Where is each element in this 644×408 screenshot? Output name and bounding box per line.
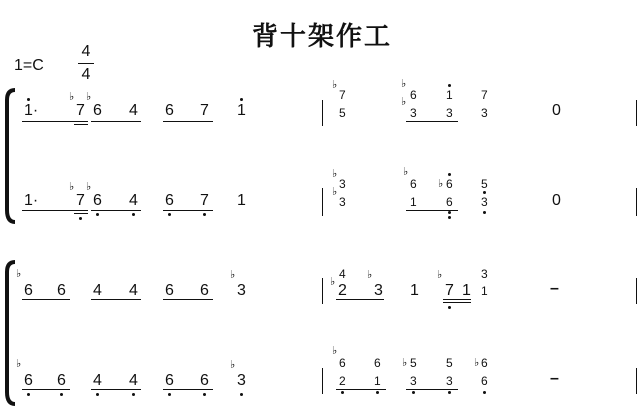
chord-note: 6 — [446, 177, 453, 191]
bracket-system-1 — [7, 90, 15, 222]
note: 1 — [237, 192, 246, 209]
low-octave-dot — [168, 213, 171, 216]
extension-dash: – — [550, 280, 559, 297]
high-octave-dot — [240, 98, 243, 101]
low-octave-dot — [203, 393, 206, 396]
barline — [636, 188, 637, 216]
chord-note: 1 — [410, 195, 417, 209]
note: 3 — [374, 282, 383, 299]
underline — [406, 389, 458, 390]
note: 7 — [76, 192, 85, 209]
low-octave-dot — [132, 393, 135, 396]
underline — [22, 210, 88, 211]
chord-note: 3 — [481, 195, 488, 209]
flat-sign: ♭ — [401, 95, 407, 108]
note: 1· — [24, 102, 39, 119]
chord-note: 1 — [374, 374, 381, 388]
high-octave-dot — [448, 173, 451, 176]
flat-sign: ♭ — [86, 90, 92, 103]
flat-sign: ♭ — [16, 357, 22, 370]
chord-note: 6 — [410, 88, 417, 102]
chord-note: 6 — [446, 195, 453, 209]
underline — [91, 299, 141, 300]
underline — [91, 210, 141, 211]
low-octave-dot — [96, 213, 99, 216]
note: 4 — [129, 282, 138, 299]
rest-note: 0 — [552, 192, 561, 209]
flat-sign: ♭ — [402, 356, 408, 369]
underline — [406, 121, 458, 122]
barline — [322, 368, 323, 394]
time-signature-top: 4 — [81, 43, 91, 60]
barline — [322, 188, 323, 216]
note: 4 — [129, 372, 138, 389]
extension-dash: – — [550, 370, 559, 387]
chord-note: 3 — [446, 374, 453, 388]
note: 6 — [165, 372, 174, 389]
note: 6 — [165, 282, 174, 299]
flat-sign: ♭ — [332, 167, 338, 180]
underline — [336, 389, 386, 390]
chord-note: 6 — [481, 356, 488, 370]
note: 2 — [338, 282, 347, 299]
note: 7 — [445, 282, 454, 299]
note: 4 — [93, 372, 102, 389]
underline — [22, 299, 70, 300]
note: 7 — [200, 192, 209, 209]
underline — [336, 299, 384, 300]
underline — [22, 389, 70, 390]
low-octave-dot — [27, 393, 30, 396]
note: 7 — [200, 102, 209, 119]
underline — [163, 121, 213, 122]
chord-note: 5 — [410, 356, 417, 370]
chord-note: 5 — [339, 106, 346, 120]
flat-sign: ♭ — [86, 180, 92, 193]
note: 4 — [129, 102, 138, 119]
note: 1 — [237, 102, 246, 119]
flat-sign: ♭ — [332, 78, 338, 91]
flat-sign: ♭ — [332, 185, 338, 198]
note: 6 — [57, 282, 66, 299]
note: 1 — [462, 282, 471, 299]
note: 6 — [165, 102, 174, 119]
note: 6 — [24, 372, 33, 389]
underline — [443, 302, 471, 303]
low-octave-dot — [132, 213, 135, 216]
high-octave-dot — [448, 84, 451, 87]
low-octave-dot — [96, 393, 99, 396]
low-octave-dot — [448, 211, 451, 214]
low-octave-dot — [203, 213, 206, 216]
note: 6 — [200, 372, 209, 389]
note: 6 — [165, 192, 174, 209]
flat-sign: ♭ — [332, 344, 338, 357]
chord-note: 3 — [410, 106, 417, 120]
underline — [22, 121, 88, 122]
low-octave-dot — [341, 391, 344, 394]
key-signature: 1=C — [14, 57, 44, 74]
flat-sign: ♭ — [16, 267, 22, 280]
page-title: 背十架作工 — [251, 22, 392, 52]
underline — [91, 121, 141, 122]
barline — [322, 100, 323, 126]
chord-note: 2 — [339, 374, 346, 388]
barline — [636, 278, 637, 304]
flat-sign: ♭ — [230, 268, 236, 281]
underline — [443, 299, 471, 300]
barline — [636, 100, 637, 126]
chord-note: 3 — [339, 177, 346, 191]
barline — [636, 368, 637, 394]
note: 4 — [93, 282, 102, 299]
underline — [406, 210, 458, 211]
flat-sign: ♭ — [438, 177, 444, 190]
high-octave-dot — [27, 98, 30, 101]
note: 6 — [93, 192, 102, 209]
low-octave-dot — [79, 217, 82, 220]
chord-note: 5 — [481, 177, 488, 191]
chord-note: 6 — [339, 356, 346, 370]
flat-sign: ♭ — [474, 356, 480, 369]
low-octave-dot — [376, 391, 379, 394]
low-octave-dot — [448, 216, 451, 219]
chord-note: 3 — [339, 195, 346, 209]
note: 6 — [57, 372, 66, 389]
underline — [163, 299, 213, 300]
low-octave-dot — [240, 393, 243, 396]
chord-note: 4 — [339, 267, 346, 281]
low-octave-dot — [483, 391, 486, 394]
note: 3 — [237, 372, 246, 389]
low-octave-dot — [483, 211, 486, 214]
underline — [163, 210, 213, 211]
barline — [322, 278, 323, 304]
underline — [163, 389, 213, 390]
underline — [74, 213, 88, 214]
chord-note: 6 — [374, 356, 381, 370]
flat-sign: ♭ — [403, 165, 409, 178]
note: 1· — [24, 192, 39, 209]
note: 3 — [237, 282, 246, 299]
low-octave-dot — [483, 191, 486, 194]
note: 4 — [129, 192, 138, 209]
note: 7 — [76, 102, 85, 119]
underline — [91, 389, 141, 390]
chord-note: 5 — [446, 356, 453, 370]
chord-note: 1 — [446, 88, 453, 102]
low-octave-dot — [60, 393, 63, 396]
chord-note: 3 — [481, 106, 488, 120]
flat-sign: ♭ — [69, 90, 75, 103]
chord-note: 6 — [481, 374, 488, 388]
flat-sign: ♭ — [401, 77, 407, 90]
chord-note: 3 — [410, 374, 417, 388]
chord-note: 7 — [481, 88, 488, 102]
flat-sign: ♭ — [230, 358, 236, 371]
underline — [74, 124, 88, 125]
note: 6 — [93, 102, 102, 119]
time-signature-bottom: 4 — [81, 66, 91, 83]
note: 6 — [24, 282, 33, 299]
chord-note: 3 — [446, 106, 453, 120]
chord-note: 7 — [339, 88, 346, 102]
flat-sign: ♭ — [437, 268, 443, 281]
flat-sign: ♭ — [69, 180, 75, 193]
bracket-system-2 — [7, 262, 15, 404]
chord-note: 3 — [481, 267, 488, 281]
note: 1 — [410, 282, 419, 299]
low-octave-dot — [412, 391, 415, 394]
low-octave-dot — [448, 391, 451, 394]
low-octave-dot — [448, 306, 451, 309]
flat-sign: ♭ — [367, 268, 373, 281]
chord-note: 6 — [410, 177, 417, 191]
low-octave-dot — [168, 393, 171, 396]
rest-note: 0 — [552, 102, 561, 119]
flat-sign: ♭ — [330, 275, 336, 288]
note: 6 — [200, 282, 209, 299]
chord-note: 1 — [481, 284, 488, 298]
